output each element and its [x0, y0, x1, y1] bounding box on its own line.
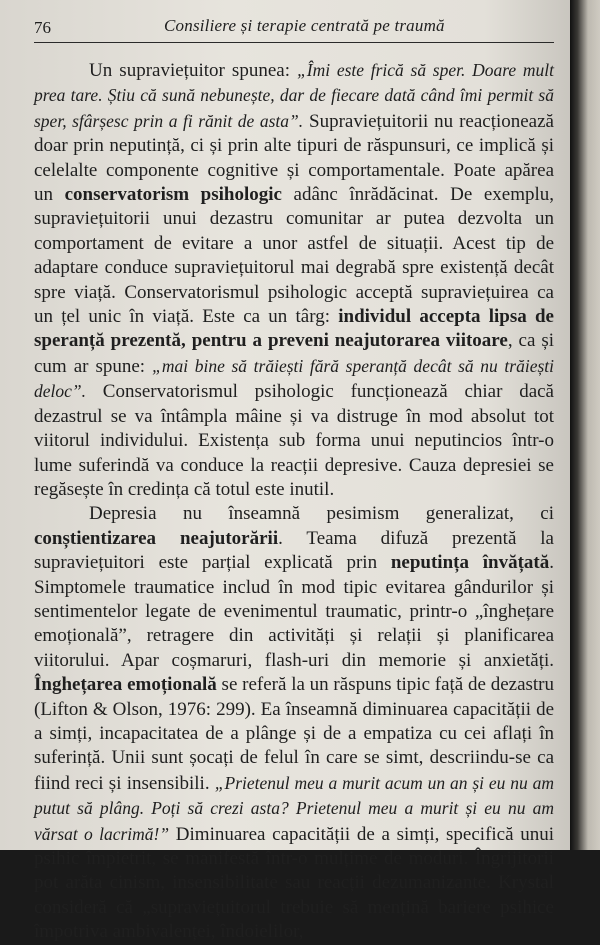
paragraph-2-text-1: Depresia nu înseamnă pesimism generalizat, ci [89, 503, 554, 525]
paragraph-2-text-4: se referă la un răspuns tipic față de dezastru (Lifton & Olson, 1976: 299). Ea înseamnă diminuarea capacității de a simți, incapacitatea de a plânge și de a empatiza cu cei aflați în suferință. Unii sunt șocați de felul în care se simt, descriindu-se ca fiind reci și insensibili. [34, 674, 555, 794]
paragraph-1-text-2: Supraviețuitorii nu reacționează doar prin neputință, ci și prin alte tipuri de răspunsuri, ce implică și celelalte componente cognitive și comportamentale. Poate apărea un [34, 110, 554, 206]
paragraph-2-text-5: Diminuarea capacității de a simți, specifică unui psihic împietrit, se manifestă într-o mulțime de moduri. Îngrijitorii pot arăta cinism, insensibilitate sau reacții dezumanizante. Krystal consideră că „supraviețuitorul trebuie să mențină bariere psihice împotriva ambivalenței, îndoielilor, [34, 823, 554, 943]
header-rule [34, 42, 554, 43]
paragraph-2-text-3: . Simptomele traumatice includ în mod tipic evitarea gândurilor și sentimentelor legate de evenimentul traumatic, printr-o „înghețare emoțională”, retragere din activități și relații și planificarea viitorului. Apar coșmaruri, flash-uri din memorie și anxietăți. [34, 552, 554, 671]
paragraph-1 [34, 58, 554, 502]
paragraph-1-text-3: adânc înrădăcinat. De exemplu, supraviețuitorii unui dezastru comunitar ar putea dezvolta un comportament de evitare a unor astfel de situații. Acest tip de adaptare conduce supraviețuitorul mai degrabă spre existență decât spre viață. Conservatorismul psihologic acceptă supraviețuirea ca un țel unic în viață. Este ca un târg: [34, 184, 555, 328]
paragraph-1-text-5: Conservatorismul psihologic funcționează chiar dacă dezastrul se va întâmpla mâine și va distruge în mod absolut tot viitorul individului. Existența sub forma unui neputincios într-o lume suferindă va conduce la reacții depresive. Cauza depresiei se regăsește în credința că totul este inutil. [34, 381, 554, 500]
paragraph-2-text-2: . Teama difuză prezentă la supraviețuitori este parțial explicată prin [34, 527, 554, 574]
paragraph-2-quote-1: „Prietenul meu a murit acum un an și eu nu am putut să plâng. Poți să crezi asta? Prietenul meu a murit și eu nu am vărsat o lacrimă!” [34, 772, 554, 844]
paragraph-1-bold-1: conservatorism psihologic [64, 184, 282, 206]
page-number: 76 [34, 18, 51, 37]
paragraph-2-bold-1: conștientizarea neajutorării [34, 527, 279, 549]
chapter-title: Consiliere și terapie centrată pe traumă [164, 16, 445, 35]
paragraph-1-quote-2: „mai bine să trăiești fără speranță decât să nu trăiești deloc”. [34, 355, 554, 402]
paragraph-1-bold-2: individul accepta lipsa de speranță prezentă, pentru a preveni neajutorarea viitoare [34, 306, 554, 352]
paragraph-2-bold-2: neputința învățată [390, 552, 550, 574]
adjacent-page-edge [570, 0, 600, 850]
paragraph-1-quote-1: „Îmi este frică să sper. Doare mult prea tare. Știu că sună nebunește, dar de fiecare dată când îmi permit să sper, sfârșesc prin a fi rănit de asta”. [34, 60, 554, 131]
paragraph-1-text-4: , ca și cum ar spune: [34, 330, 554, 377]
paragraph-1-text-1: Un supraviețuitor spunea: [89, 60, 298, 81]
running-head [34, 12, 554, 42]
body-text [34, 58, 554, 945]
paragraph-2 [34, 502, 554, 944]
paragraph-2-bold-3: Înghețarea emoțională [34, 674, 217, 696]
